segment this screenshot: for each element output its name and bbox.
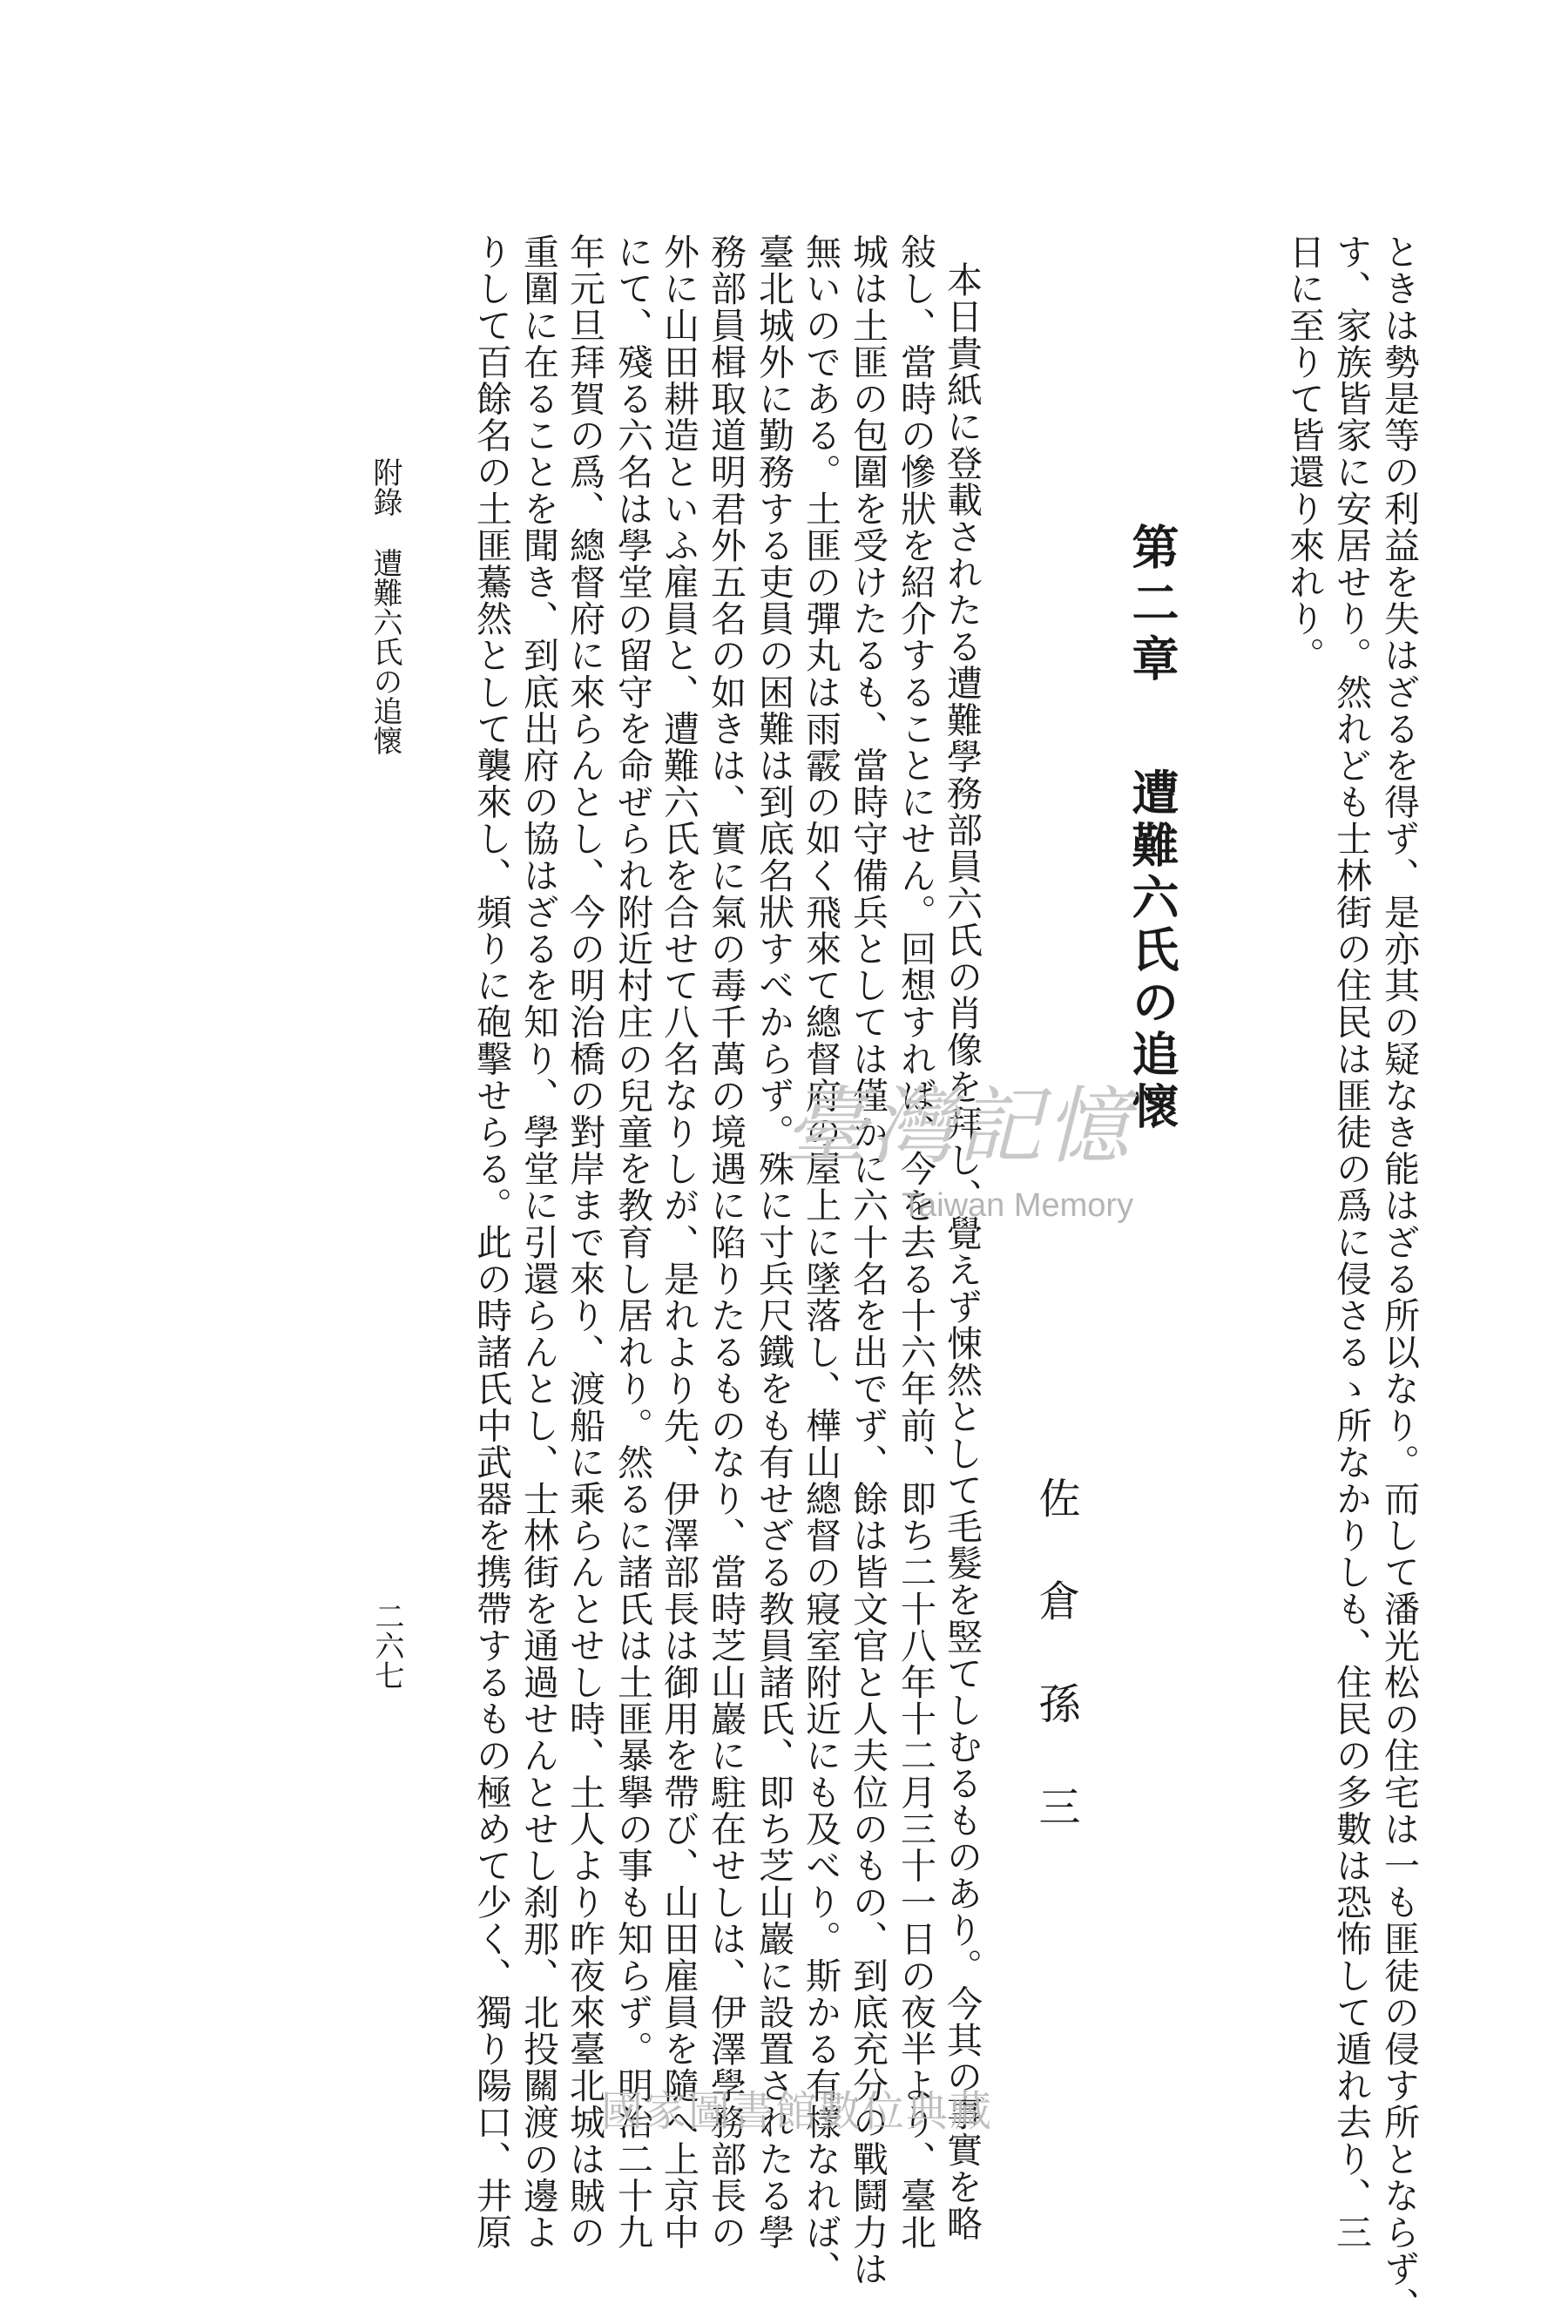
body-line-8: にて、殘る六名は學堂の留守を命ぜられ附近村庄の兒童を教育し居れり。然るに諸氏は土匪暴擧の事も知らず。明治二十九 (612, 233, 653, 2251)
chapter-number: 第二章 (1125, 523, 1180, 690)
taiwan-memory-subtitle: Taiwan Memory (902, 1187, 1134, 1224)
taiwan-memory-logo: 臺灣記憶 (784, 1078, 1132, 1175)
header-line-3: 日に至りて皆還り來れり。 (1283, 233, 1325, 674)
running-footer (370, 457, 400, 755)
chapter-author: 佐倉孫三 (1031, 1476, 1080, 1888)
body-line-5: 臺北城外に勤務する吏員の困難は到底名狀すべからず。殊に寸兵尺鐵をも有せざる教員諸氏、即ち芝山巖に設置されたる學 (753, 233, 794, 2251)
body-line-11: りして百餘名の土匪驀然として襲來し、頻りに砲擊せらる。此の時諸氏中武器を携帶するもの極めて少く、獨り陽口、井原 (470, 233, 512, 2251)
footer-section: 附錄 (368, 457, 402, 517)
body-line-1: 本日貴紙に登載されたる遭難學務部員六氏の肖像を拜し、覺えず悚然として毛髮を竪てしむるものあり。今其の事實を略 (941, 261, 983, 2242)
body-line-10: 重圍に在ることを聞き、到底出府の協はざるを知り、學堂に引還らんとし、士林街を通過せんとせし刹那、北投關渡の邊よ (517, 233, 559, 2251)
body-line-4: 無いのである。土匪の彈丸は雨霰の如く飛來て總督府の屋上に墜落し、樺山總督の寢室附近にも及べり。斯かる有樣なれば、 (800, 233, 841, 2287)
header-line-1: ときは勢是等の利益を失はざるを得ず、是亦其の疑なき能はざる所以なり。而して潘光松の住宅は一も匪徒の侵す所とならず、 (1378, 233, 1420, 2324)
body-line-9: 年元旦拜賀の爲、總督府に來らんとし、今の明治橋の對岸まで來り、渡船に乘らんとせし時、土人より昨夜來臺北城は賊の (564, 233, 605, 2251)
body-line-3: 城は土匪の包圍を受けたるも、當時守備兵としては僅かに六十名を出でず、餘は皆文官と人夫位のもの、到底充分の戰鬪力は (847, 233, 889, 2287)
collection-watermark: 國家圖書館數位典藏 (601, 2087, 994, 2136)
chapter-heading (1125, 523, 1180, 1134)
body-line-6: 務部員楫取道明君外五名の如きは、實に氣の毒千萬の境遇に陷りたるものなり、當時芝山巖に駐在せしは、伊澤學務部長の (705, 233, 747, 2251)
page-number: 二六七 (369, 1601, 404, 1690)
footer-title: 遭難六氏の追懷 (368, 548, 402, 755)
body-line-7: 外に山田耕造といふ雇員と、遭難六氏を合せて八名なりしが、是れより先、伊澤部長は御用を帶び、山田雇員を隨へ上京中 (658, 233, 700, 2251)
chapter-title: 遭難六氏の追懷 (1125, 768, 1180, 1134)
body-line-2: 敍し、當時の慘狀を紹介することにせん。回想すれば、今を去る十六年前、即ち二十八年十二月三十一日の夜半より、臺北 (895, 233, 936, 2251)
header-line-2: す、家族皆家に安居せり。然れども士林街の住民は匪徒の爲に侵さるゝ所なかりしも、住民の多數は恐怖して遁れ去り、三 (1330, 233, 1372, 2251)
